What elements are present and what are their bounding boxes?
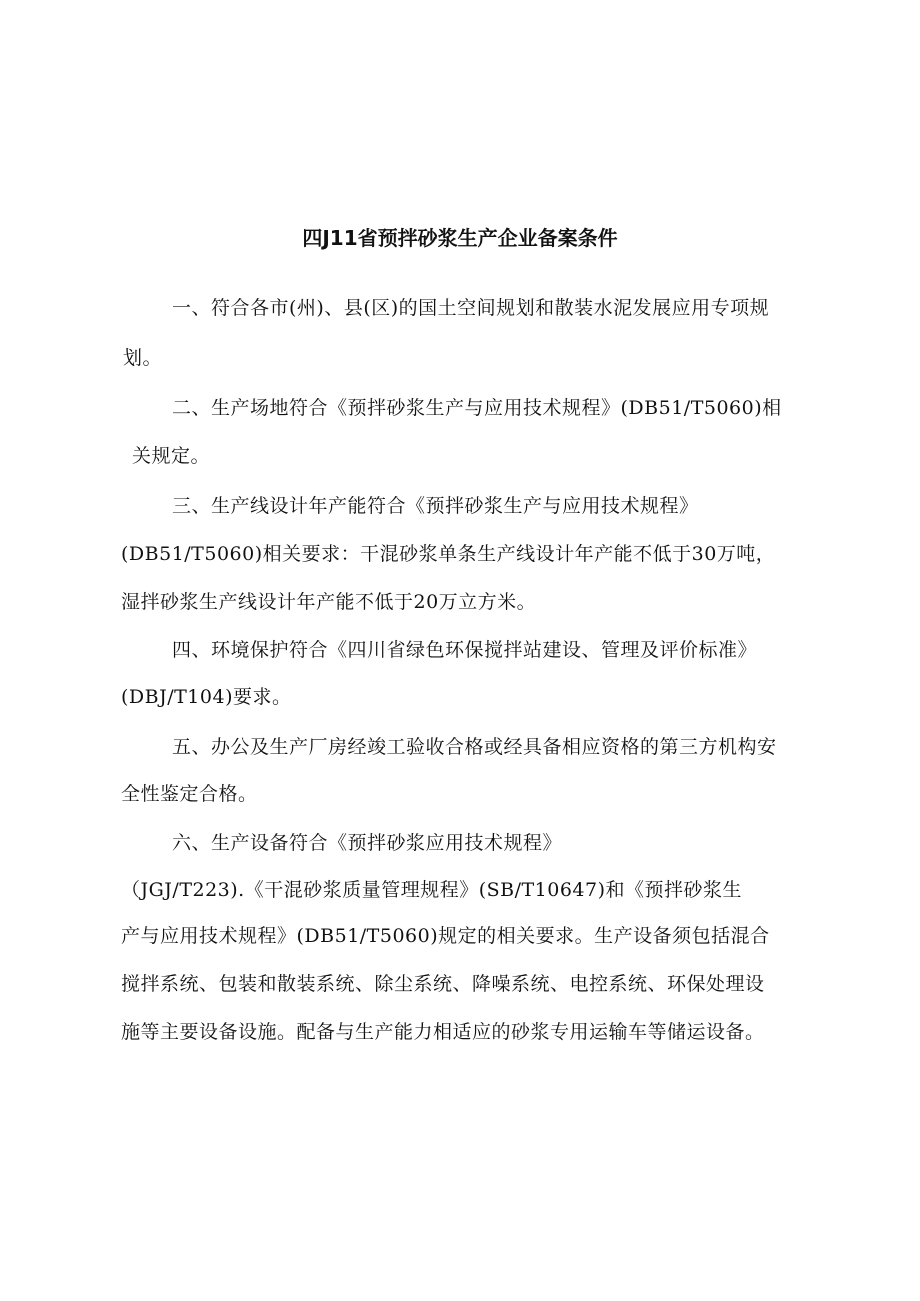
para-4-line-2: (DBJ/T104)要求。 [121, 686, 292, 708]
para-3-line-1: 三、生产线设计年产能符合《预拌砂浆生产与应用技术规程》 [172, 495, 699, 517]
para-6-line-1: 六、生产设备符合《预拌砂浆应用技术规程》 [172, 832, 563, 854]
para-3-line-3: 湿拌砂浆生产线设计年产能不低于20万立方米。 [121, 591, 537, 613]
para-5-line-2: 全性鉴定合格。 [121, 783, 258, 805]
para-4-line-1: 四、环境保护符合《四川省绿色环保搅拌站建设、管理及评价标准》 [172, 639, 758, 661]
para-1-line-2: 划。 [123, 347, 163, 369]
document-title: 四J11省预拌砂浆生产企业备案条件 [302, 226, 618, 250]
para-3-line-2: (DB51/T5060)相关要求：干混砂浆单条生产线设计年产能不低于30万吨， [121, 543, 776, 565]
para-5-line-1: 五、办公及生产厂房经竣工验收合格或经具备相应资格的第三方机构安 [172, 736, 777, 758]
para-6-line-5: 施等主要设备设施。配备与生产能力相适应的砂浆专用运输车等储运设备。 [121, 1021, 765, 1043]
para-6-line-4: 搅拌系统、包装和散装系统、除尘系统、降噪系统、电控系统、环保处理设 [121, 973, 765, 995]
para-2-line-1: 二、生产场地符合《预拌砂浆生产与应用技术规程》(DB51/T5060)相 [172, 397, 782, 419]
para-1-line-1: 一、符合各市(州)、县(区)的国土空间规划和散装水泥发展应用专项规 [172, 297, 770, 319]
para-2-line-2: 关规定。 [132, 445, 211, 467]
para-6-line-2: （JGJ/T223).《干混砂浆质量管理规程》(SB/T10647)和《预拌砂浆生 [121, 879, 743, 901]
para-6-line-3: 产与应用技术规程》(DB51/T5060)规定的相关要求。生产设备须包括混合 [121, 925, 770, 947]
